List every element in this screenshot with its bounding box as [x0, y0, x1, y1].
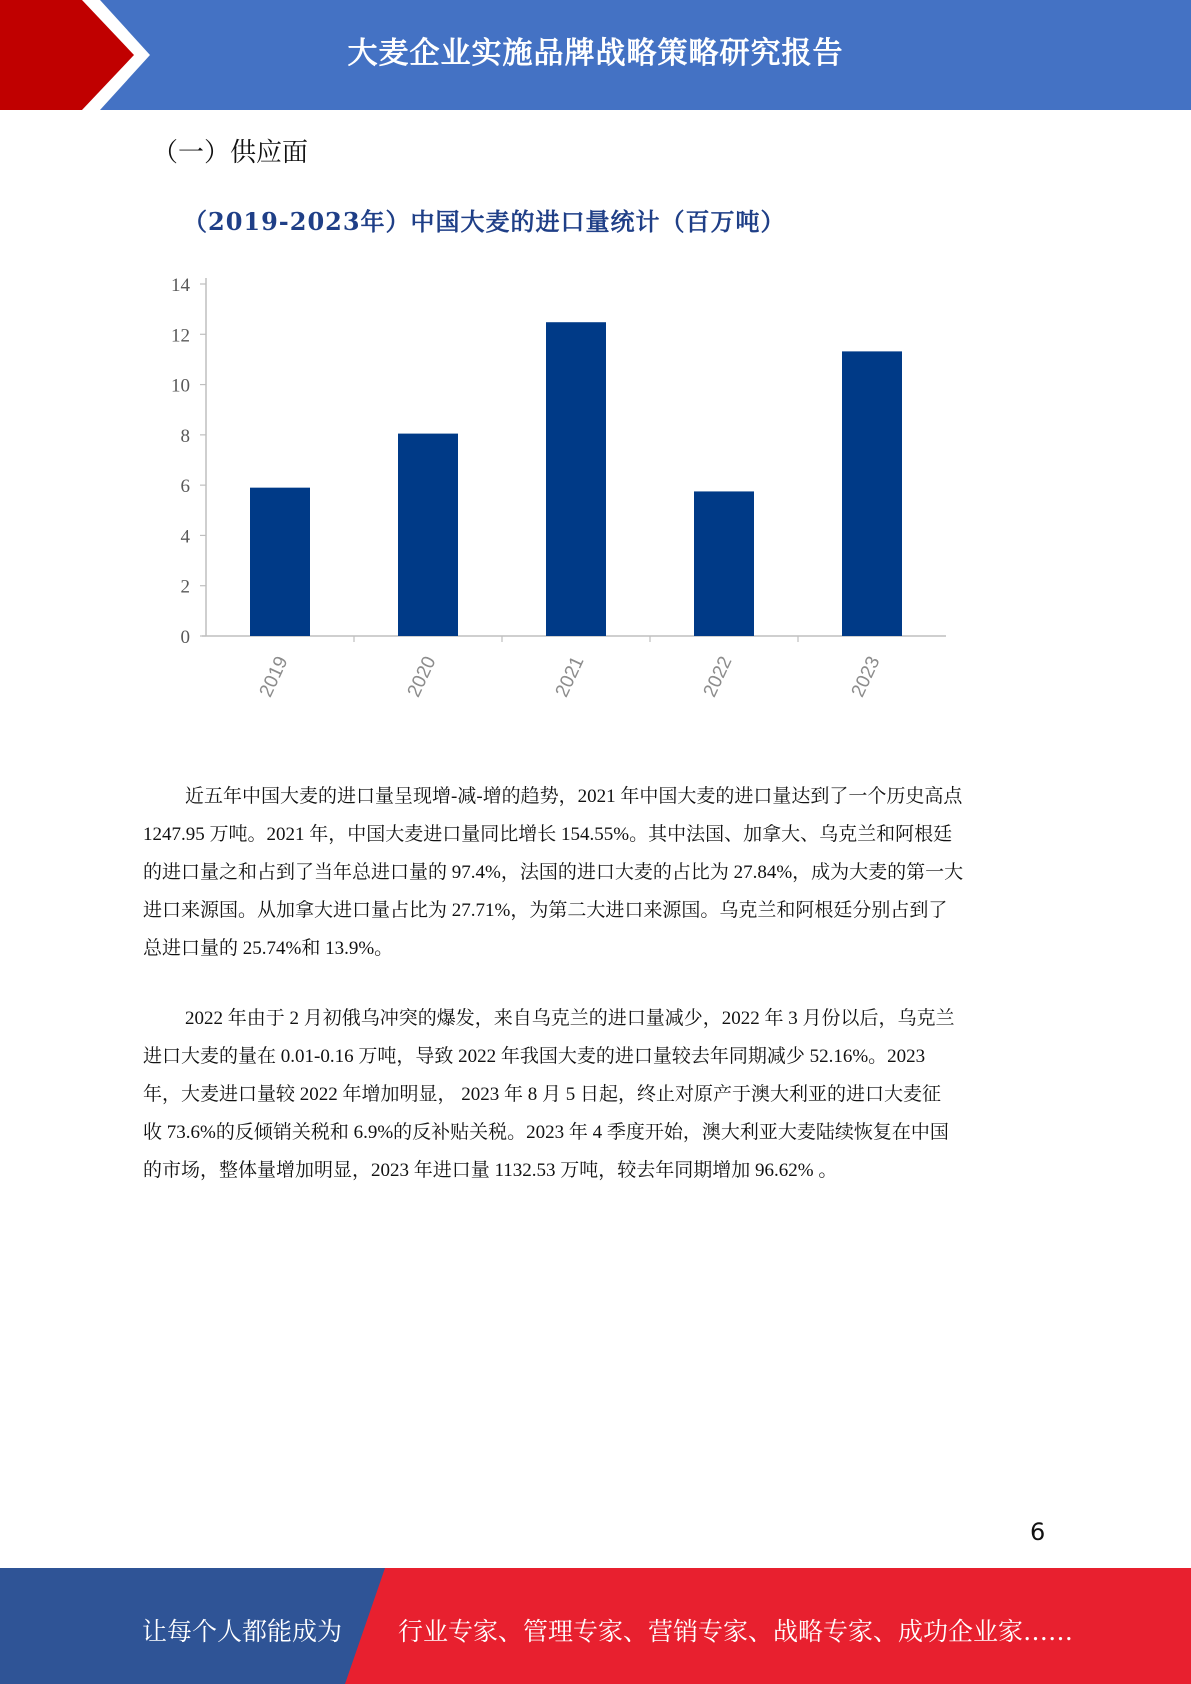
section-title: （一）供应面 [152, 138, 309, 168]
paragraph-line: 近五年中国大麦的进口量呈现增-减-增的趋势，2021 年中国大麦的进口量达到了一个历史高点 [185, 786, 963, 807]
x-tick-label: 2022 [699, 653, 737, 701]
paragraph-2 [143, 1000, 1051, 1190]
paragraph-line: 进口来源国。从加拿大进口量占比为 27.71%，为第二大进口来源国。乌克兰和阿根廷分别占到了 [143, 900, 948, 921]
bar-2022 [694, 491, 754, 636]
x-tick-label: 2023 [847, 653, 885, 701]
y-tick-label: 8 [180, 425, 190, 447]
y-tick-label: 0 [180, 627, 190, 648]
import-volume-bar-chart [150, 262, 970, 722]
x-tick-label: 2020 [403, 653, 441, 701]
paragraph-line: 进口大麦的量在 0.01-0.16 万吨，导致 2022 年我国大麦的进口量较去年同期减少 52.16%。2023 [143, 1046, 926, 1067]
header-title: 大麦企业实施品牌战略策略研究报告 [347, 36, 844, 71]
y-tick-label: 14 [171, 275, 190, 296]
paragraph-line: 的市场，整体量增加明显，2023 年进口量 1132.53 万吨，较去年同期增加 96.62% 。 [143, 1160, 838, 1181]
y-tick-label: 10 [171, 375, 190, 397]
paragraph-line: 年，大麦进口量较 2022 年增加明显， 2023 年 8 月 5 日起，终止对原产于澳大利亚的进口大麦征 [143, 1084, 942, 1105]
paragraph-line: 的进口量之和占到了当年总进口量的 97.4%，法国的进口大麦的占比为 27.84%，成为大麦的第一大 [143, 862, 964, 883]
y-tick-label: 4 [180, 526, 190, 548]
paragraph-line: 2022 年由于 2 月初俄乌冲突的爆发，来自乌克兰的进口量减少，2022 年 3 月份以后，乌克兰 [185, 1008, 955, 1029]
footer-slogan-left: 让每个人都能成为 [142, 1617, 343, 1646]
paragraph-line: 总进口量的 25.74%和 13.9%。 [143, 938, 394, 959]
chart-title: （2019-2023年）中国大麦的进口量统计（百万吨） [183, 207, 786, 236]
x-tick-label: 2019 [255, 653, 293, 701]
bar-2019 [250, 488, 310, 636]
y-tick-label: 12 [171, 325, 190, 347]
paragraph-line: 收 73.6%的反倾销关税和 6.9%的反补贴关税。2023 年 4 季度开始，澳大利亚大麦陆续恢复在中国 [143, 1122, 949, 1143]
page-number: 6 [1030, 1518, 1046, 1546]
paragraph-line: 1247.95 万吨。2021 年，中国大麦进口量同比增长 154.55%。其中法国、加拿大、乌克兰和阿根廷 [143, 824, 953, 845]
footer-slogan-right: 行业专家、管理专家、营销专家、战略专家、成功企业家…… [398, 1617, 1074, 1646]
y-tick-label: 6 [180, 476, 190, 498]
y-tick-label: 2 [180, 576, 190, 598]
header-bar [0, 0, 1191, 110]
bar-2020 [398, 434, 458, 636]
paragraph-1 [143, 778, 1051, 968]
x-tick-label: 2021 [551, 653, 589, 701]
bar-2021 [546, 322, 606, 636]
bar-2023 [842, 351, 902, 636]
